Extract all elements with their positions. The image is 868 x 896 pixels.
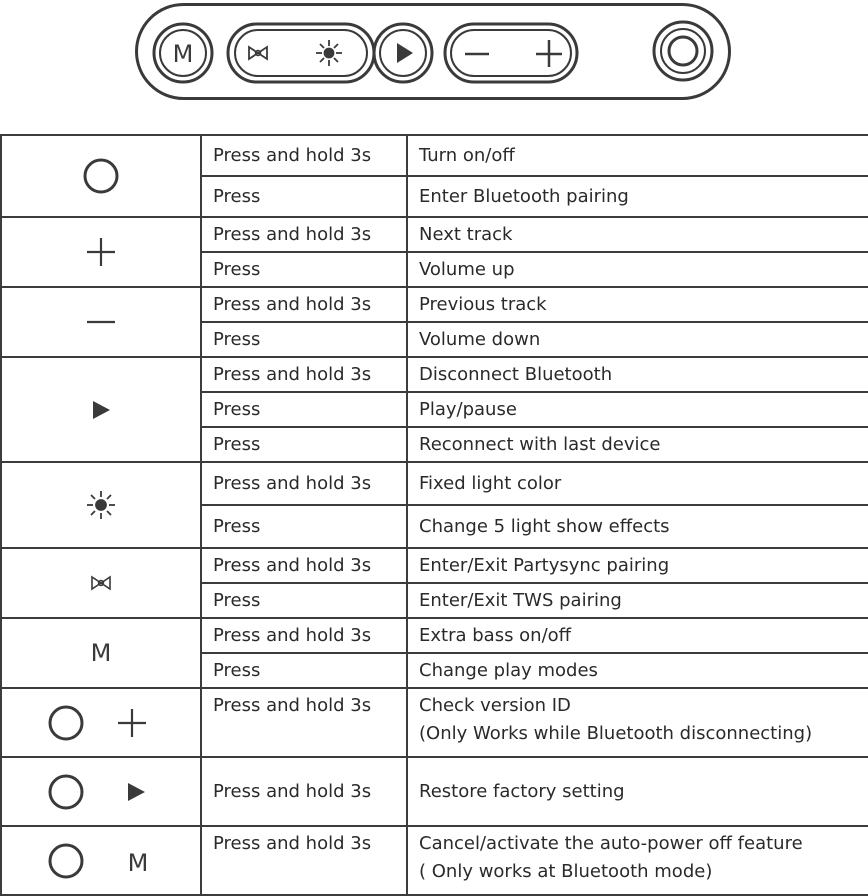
action-cell: Press — [201, 583, 407, 618]
power-icon — [81, 156, 121, 196]
action-cell: Press and hold 3s — [201, 135, 407, 176]
function-cell: Enter/Exit TWS pairing — [407, 583, 868, 618]
icon-cell — [1, 618, 201, 688]
function-cell: Reconnect with last device — [407, 427, 868, 462]
icon-cell — [1, 217, 201, 287]
m-icon: M — [127, 848, 149, 877]
power-icon — [50, 776, 82, 808]
function-cell: Fixed light color — [407, 462, 868, 505]
action-cell: Press — [201, 427, 407, 462]
power-icon — [50, 707, 82, 739]
icon-cell — [1, 688, 201, 757]
action-cell: Press — [201, 176, 407, 217]
function-cell: Enter/Exit Partysync pairing — [407, 548, 868, 583]
function-cell: Volume down — [407, 322, 868, 357]
table-row — [1, 618, 868, 653]
icon-cell — [1, 135, 201, 217]
power-play-combo — [46, 772, 156, 812]
button-panel — [135, 3, 731, 100]
power-icon — [50, 845, 82, 877]
table-row — [1, 688, 868, 757]
icon-cell — [1, 826, 201, 895]
function-note: (Only Works while Bluetooth disconnecting) — [419, 723, 813, 744]
function-cell: Previous track — [407, 287, 868, 322]
icon-cell — [1, 548, 201, 618]
function-cell — [407, 826, 868, 895]
function-cell: Change play modes — [407, 653, 868, 688]
table-row — [1, 548, 868, 583]
power-plus-combo — [46, 703, 156, 743]
action-cell: Press — [201, 505, 407, 548]
function-cell: Turn on/off — [407, 135, 868, 176]
table-row — [1, 757, 868, 826]
play-icon — [90, 399, 112, 421]
table-row — [1, 217, 868, 252]
action-cell: Press and hold 3s — [201, 688, 407, 757]
icon-cell — [1, 357, 201, 462]
function-cell: Disconnect Bluetooth — [407, 357, 868, 392]
action-cell: Press and hold 3s — [201, 548, 407, 583]
function-note: ( Only works at Bluetooth mode) — [419, 861, 713, 882]
function-cell: Next track — [407, 217, 868, 252]
table-row — [1, 462, 868, 505]
table-row — [1, 826, 868, 895]
function-cell: Restore factory setting — [407, 757, 868, 826]
power-m-combo — [46, 841, 156, 881]
button-function-table — [0, 134, 868, 896]
icon-cell — [1, 462, 201, 548]
action-cell: Press — [201, 653, 407, 688]
table-row — [1, 357, 868, 392]
function-cell: Extra bass on/off — [407, 618, 868, 653]
function-cell: Change 5 light show effects — [407, 505, 868, 548]
play-icon — [128, 783, 145, 801]
action-cell: Press and hold 3s — [201, 217, 407, 252]
button-panel-drawing — [135, 3, 731, 100]
action-cell: Press — [201, 252, 407, 287]
m-icon: M — [90, 639, 112, 667]
function-cell: Enter Bluetooth pairing — [407, 176, 868, 217]
function-cell: Play/pause — [407, 392, 868, 427]
function-text: Cancel/activate the auto-power off feature — [419, 833, 803, 854]
action-cell: Press — [201, 392, 407, 427]
table-row — [1, 287, 868, 322]
action-cell: Press and hold 3s — [201, 357, 407, 392]
function-cell — [407, 688, 868, 757]
action-cell: Press and hold 3s — [201, 287, 407, 322]
action-cell: Press and hold 3s — [201, 618, 407, 653]
plus-icon — [85, 236, 117, 268]
icon-cell — [1, 757, 201, 826]
table-row — [1, 135, 868, 176]
action-cell: Press and hold 3s — [201, 757, 407, 826]
function-text: Check version ID — [419, 695, 571, 716]
function-cell: Volume up — [407, 252, 868, 287]
plus-icon — [118, 709, 146, 737]
action-cell: Press and hold 3s — [201, 826, 407, 895]
action-cell: Press — [201, 322, 407, 357]
partysync-icon — [89, 574, 113, 592]
m-icon: M — [172, 40, 194, 68]
minus-icon — [85, 318, 117, 326]
action-cell: Press and hold 3s — [201, 462, 407, 505]
icon-cell — [1, 287, 201, 357]
light-icon — [86, 490, 116, 520]
